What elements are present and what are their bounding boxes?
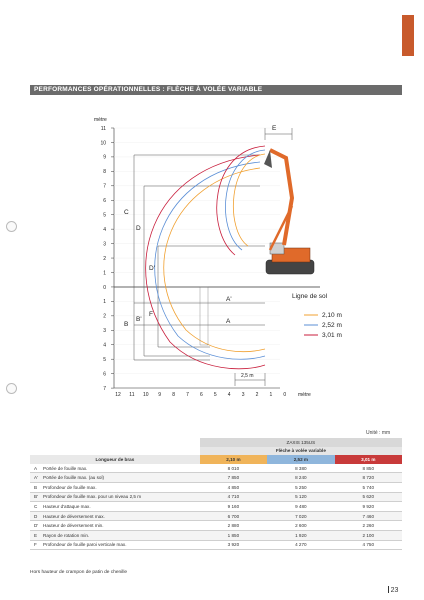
row-value: 7 850 [200, 473, 267, 483]
x-tick-label: 6 [200, 392, 203, 398]
row-value: 4 270 [267, 540, 334, 550]
ground-label: Ligne de sol [292, 293, 328, 300]
y-tick-label: 11 [100, 125, 106, 132]
y-tick-label: 10 [100, 140, 106, 147]
row-value: 2 260 [335, 521, 402, 531]
row-value: 8 240 [267, 473, 334, 483]
arm-210-header: 2,10 m [200, 455, 267, 464]
row-value: 2 880 [200, 521, 267, 531]
y-tick-label: 8 [103, 169, 106, 176]
row-value: 1 920 [267, 530, 334, 540]
legend-301: 3,01 m [322, 332, 342, 339]
chart-legend [304, 312, 342, 339]
arm-length-header: Longueur de bras [30, 455, 200, 464]
y-tick-label: 2 [103, 313, 106, 320]
row-label [30, 482, 200, 492]
dim-F: F [149, 311, 153, 318]
table-row [30, 540, 402, 550]
table-row [30, 482, 402, 492]
x-tick-label: 12 [115, 392, 121, 398]
y-tick-label: 0 [103, 284, 106, 291]
row-value: 2 600 [267, 521, 334, 531]
excavator-illustration [264, 150, 314, 274]
row-description: Portée de fouille max. (au sol) [43, 475, 105, 481]
row-value: 3 920 [200, 540, 267, 550]
reach-envelopes [146, 146, 265, 369]
row-code: F [34, 542, 37, 548]
table-row [30, 492, 402, 502]
x-tick-label: 9 [158, 392, 162, 398]
row-value: 5 620 [335, 492, 402, 502]
row-description: Profondeur de fouille max. pour un niveau 2,5 m [43, 494, 142, 500]
row-code: C [34, 503, 38, 509]
dim-Bp: B' [136, 316, 142, 323]
row-value: 8 720 [335, 473, 402, 483]
row-label [30, 473, 200, 483]
row-value: 8 380 [267, 464, 334, 473]
scale-label: 2,5 m [241, 373, 254, 379]
row-value: 4 710 [200, 492, 267, 502]
row-label [30, 511, 200, 521]
row-label [30, 530, 200, 540]
row-value: 5 250 [267, 482, 334, 492]
dim-B: B [124, 321, 129, 328]
x-tick-label: 1 [269, 392, 273, 398]
y-tick-label: 1 [103, 299, 106, 306]
row-code: E [34, 532, 38, 538]
table-row [30, 464, 402, 473]
row-code: D [34, 513, 38, 519]
table-row [30, 502, 402, 512]
section-tab [402, 15, 414, 56]
row-code: A' [34, 475, 38, 481]
envelope-210 [164, 168, 265, 352]
binder-hole [6, 383, 17, 394]
y-ticks [100, 126, 280, 392]
y-tick-label: 4 [103, 342, 106, 349]
spec-table [30, 438, 402, 550]
dim-A: A [226, 318, 231, 325]
y-tick-label: 3 [103, 241, 106, 248]
y-tick-label: 5 [103, 357, 106, 363]
y-tick-label: 9 [103, 154, 106, 161]
table-row [30, 521, 402, 531]
row-description: Hauteur de déversement max. [43, 513, 105, 519]
row-label [30, 540, 200, 550]
dim-D: D [136, 225, 141, 232]
x-tick-label: 5 [213, 392, 217, 398]
arm-252-header: 2,52 m [267, 455, 334, 464]
row-label [30, 492, 200, 502]
row-value: 5 740 [335, 482, 402, 492]
x-tick-label: 7 [186, 392, 189, 398]
row-value: 6 700 [200, 511, 267, 521]
row-label [30, 502, 200, 512]
row-value: 1 850 [200, 530, 267, 540]
row-value: 7 460 [335, 511, 402, 521]
row-value: 9 160 [200, 502, 267, 512]
footnote: Hors hauteur de crampon de patin de chenille [30, 570, 128, 575]
unit-note: Unité : mm [366, 430, 391, 436]
table-row [30, 530, 402, 540]
dim-Ap: A' [226, 296, 232, 303]
legend-252: 2,52 m [322, 322, 342, 329]
boom-header: Flèche à volée variable [200, 447, 402, 456]
row-description: Hauteur d'attaque max. [43, 503, 91, 509]
y-tick-label: 7 [103, 385, 106, 392]
x-tick-label: 11 [129, 392, 135, 398]
row-value: 4 750 [335, 540, 402, 550]
row-code: B' [34, 494, 38, 500]
dim-C: C [124, 209, 129, 216]
row-code: B [34, 484, 38, 490]
envelope-252 [155, 162, 265, 359]
row-value: 9 480 [267, 502, 334, 512]
table-row [30, 473, 402, 483]
x-ticks [115, 392, 286, 398]
row-value: 5 120 [267, 492, 334, 502]
y-tick-label: 3 [103, 328, 106, 335]
y-tick-label: 4 [103, 226, 106, 233]
x-tick-label: 2 [255, 392, 259, 398]
y-unit-label: mètre [94, 117, 107, 123]
x-unit-label: mètre [298, 392, 311, 398]
row-value: 8 850 [335, 464, 402, 473]
working-range-diagram [60, 110, 360, 410]
y-tick-label: 7 [103, 183, 106, 190]
x-tick-label: 3 [241, 392, 245, 398]
row-code: D' [34, 523, 39, 529]
row-value: 7 020 [267, 511, 334, 521]
row-description: Profondeur de fouille max. [43, 484, 97, 490]
row-value: 8 010 [200, 464, 267, 473]
y-tick-label: 6 [103, 371, 106, 378]
row-value: 9 920 [335, 502, 402, 512]
table-row [30, 511, 402, 521]
row-code: A [34, 465, 38, 471]
row-value: 2 100 [335, 530, 402, 540]
legend-210: 2,10 m [322, 312, 342, 319]
page-number: 23 [388, 586, 398, 594]
row-label [30, 464, 200, 473]
row-description: Profondeur de fouille paroi verticale max. [43, 542, 127, 548]
y-tick-label: 2 [103, 255, 106, 262]
row-description: Hauteur de déversement min. [43, 523, 104, 529]
dim-Dp: D' [149, 265, 155, 272]
binder-hole [6, 221, 17, 232]
dim-E: E [272, 125, 277, 132]
row-description: Portée de fouille max. [43, 465, 88, 471]
y-tick-label: 1 [103, 270, 106, 277]
x-tick-label: 10 [143, 392, 149, 398]
x-tick-label: 0 [283, 392, 287, 398]
x-tick-label: 8 [172, 392, 175, 398]
model-header: ZAXIS 135US [200, 438, 402, 447]
x-tick-label: 4 [227, 392, 231, 398]
row-label [30, 521, 200, 531]
arm-301-header: 3,01 m [335, 455, 402, 464]
y-tick-label: 6 [103, 198, 106, 205]
section-banner: PERFORMANCES OPÉRATIONNELLES : FLÈCHE À VOLÉE VARIABLE [30, 85, 402, 95]
row-description: Rayon de rotation min. [43, 532, 90, 538]
row-value: 4 850 [200, 482, 267, 492]
diagram-svg [60, 110, 360, 410]
y-tick-label: 5 [103, 212, 106, 219]
